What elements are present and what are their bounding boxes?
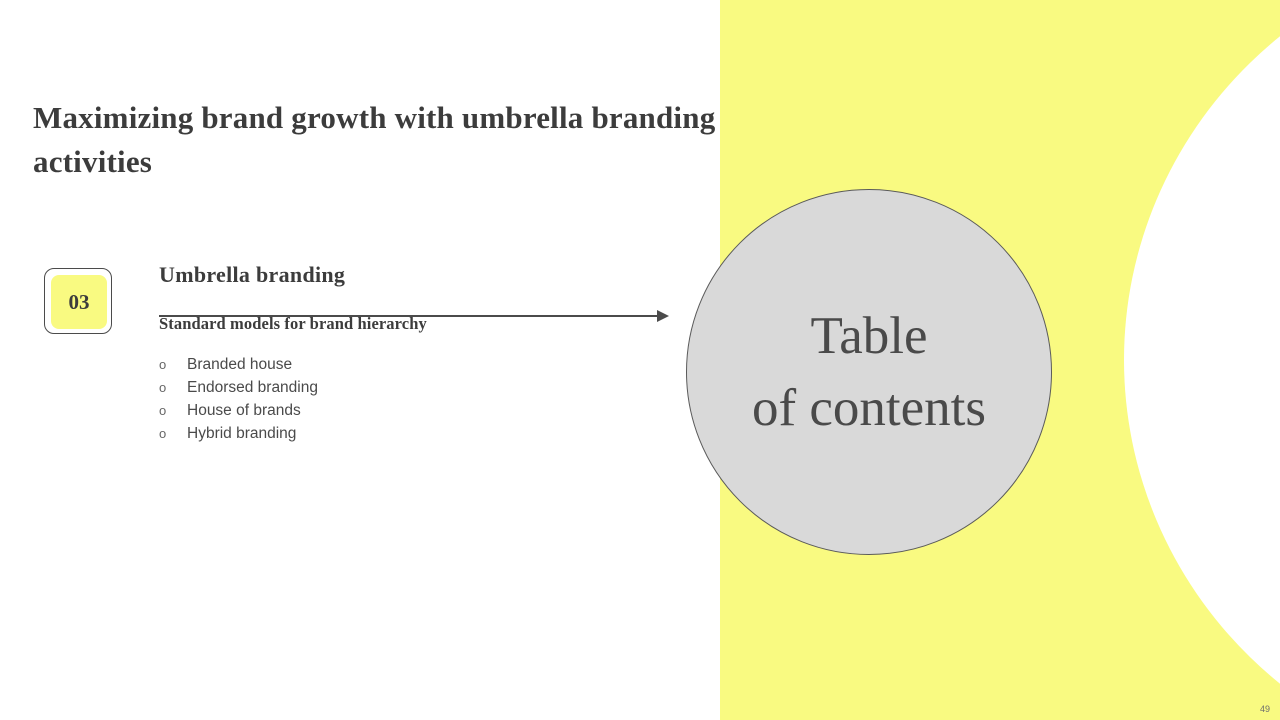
list-item-label: Branded house [187,356,293,373]
item-heading: Umbrella branding [159,262,346,287]
list-item [159,354,679,377]
circle-line-2: of contents [751,379,987,437]
circle-bullet-icon: o [159,426,167,441]
list-item [159,377,679,400]
page-title: Maximizing brand growth with umbrella branding activities [33,100,716,179]
list-item-label: Hybrid branding [187,425,297,442]
bullet-list [159,354,679,446]
table-of-contents-circle [686,189,1052,555]
item-number-label: 03 [68,289,90,314]
item-number-badge [44,268,112,334]
white-curve-overlay [1124,0,1280,720]
circle-bullet-icon: o [159,357,167,372]
list-item-label: Endorsed branding [187,379,318,396]
list-item-label: House of brands [187,402,301,419]
item-subheading: Standard models for brand hierarchy [159,314,427,333]
circle-bullet-icon: o [159,403,167,418]
list-item [159,400,679,423]
list-item [159,423,679,446]
circle-bullet-icon: o [159,380,167,395]
item-text-block [159,262,679,446]
circle-line-1: Table [810,307,928,365]
page-number: 49 [1259,704,1270,714]
